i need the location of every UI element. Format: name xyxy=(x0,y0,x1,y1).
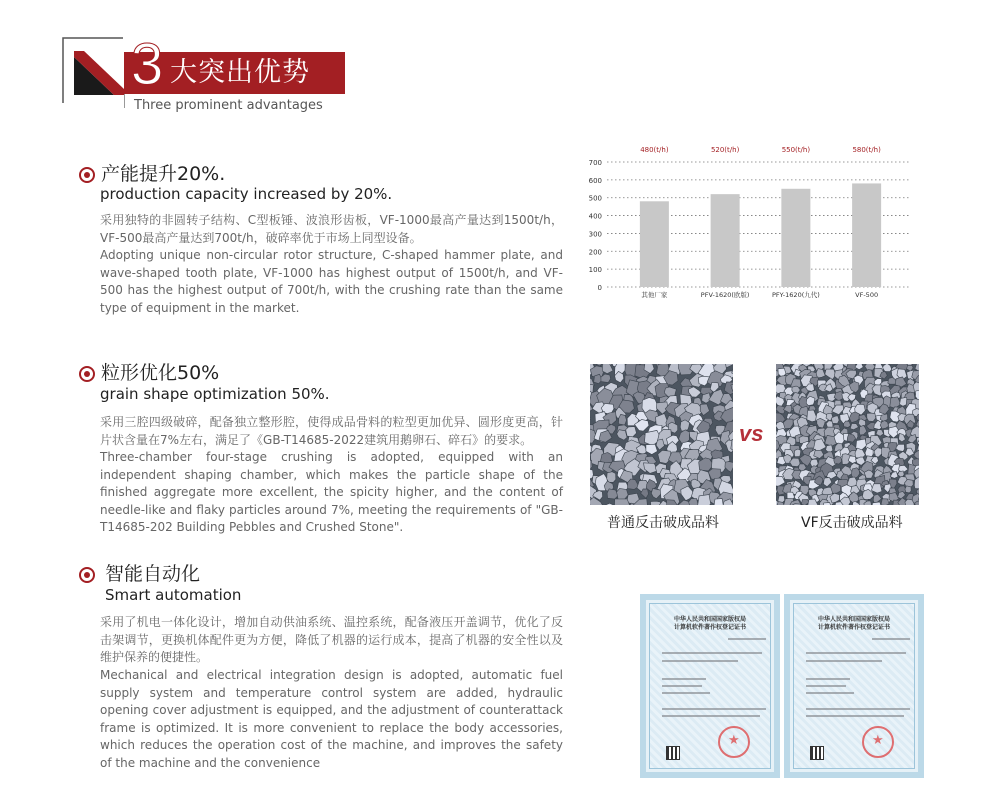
chart-y-tick-label: 500 xyxy=(588,194,602,203)
chart-data-label: 580(t/h) xyxy=(852,146,881,154)
certificate-1-seal-icon xyxy=(718,726,750,758)
section-1-text-cn: 采用独特的非圆转子结构、C型板锤、波浪形齿板，VF-1000最高产量达到1500t/h，VF-500最高产量达到700t/h，破碎率优于市场上同型设备。 xyxy=(100,213,563,245)
section-2-title-en: grain shape optimization 50%. xyxy=(100,385,330,403)
chart-y-tick-label: 700 xyxy=(588,159,602,167)
chart-category-label: PFY-1620(九代) xyxy=(771,291,820,299)
section-2-bullet-icon xyxy=(79,366,95,382)
header-logo xyxy=(62,37,124,103)
section-2-text-en: Three-chamber four-stage crushing is adopted, equipped with an independent shaping chamber, which makes the particle shape of the finished aggregate more excellent, the spicity higher, and the content of needle-like and flaky particles around 7%, meeting the requirements of "GB-T14685-202 Building Pebbles and Crushed Stone". xyxy=(100,450,563,534)
chart-data-label: 550(t/h) xyxy=(781,146,811,154)
chart-bar xyxy=(781,189,810,287)
vf-aggregate-caption: VF反击破成品料 xyxy=(801,515,903,531)
chart-data-label: 520(t/h) xyxy=(710,146,740,154)
section-1-bullet-icon xyxy=(79,167,95,183)
certificate-2-line1: 中华人民共和国国家版权局 xyxy=(817,616,890,623)
copyright-certificate-1 xyxy=(640,594,780,778)
vf-aggregate-image xyxy=(776,364,919,505)
ordinary-aggregate-image xyxy=(590,364,733,505)
ordinary-aggregate-caption: 普通反击破成品料 xyxy=(607,515,719,531)
chart-y-tick-label: 100 xyxy=(588,266,602,275)
chart-y-tick-label: 600 xyxy=(588,176,602,185)
header-divider xyxy=(124,94,125,108)
chart-bar xyxy=(852,183,881,287)
section-3-bullet-icon xyxy=(79,567,95,583)
certificate-1-qr-icon xyxy=(666,746,680,760)
certificate-2-qr-icon xyxy=(810,746,824,760)
capacity-chart xyxy=(585,140,915,310)
section-2-title: 粒形优化50% xyxy=(101,362,220,384)
chart-category-label: VF-500 xyxy=(855,291,879,299)
section-1-title-en: production capacity increased by 20%. xyxy=(100,185,393,203)
certificate-2-line2: 计算机软件著作权登记证书 xyxy=(817,624,890,631)
chart-y-tick-label: 300 xyxy=(588,230,602,239)
section-3-text-cn: 采用了机电一体化设计，增加自动供油系统、温控系统，配备液压开盖调节，优化了反击架调节，更换机体配件更为方便，降低了机器的运行成本，提高了机器的安全性以及维护保养的便捷性。 xyxy=(100,615,563,664)
section-3-text-en: Mechanical and electrical integration design is adopted, automatic fuel supply system and temperature control system are added, hydraulic opening cover adjustment is equipped, and the adjustment of counterattack frame is optimized. It is more convenient to replace the body accessories, which reduces the operation cost of the machine, and improves the safety of the machine and the convenience xyxy=(100,668,563,770)
section-2-text-cn: 采用三腔四级破碎，配备独立整形腔，使得成品骨料的粒型更加优异、圆形度更高，针片状含量在7%左右，满足了《GB-T14685-2022建筑用鹅卵石、碎石》的要求。 xyxy=(100,415,563,447)
vs-label: vs xyxy=(739,421,764,446)
certificate-2-seal-icon xyxy=(862,726,894,758)
chart-category-label: 其他厂家 xyxy=(641,291,668,299)
copyright-certificate-2 xyxy=(784,594,924,778)
chart-y-tick-label: 0 xyxy=(597,284,602,292)
section-1-text-en: Adopting unique non-circular rotor structure, C-shaped hammer plate, and wave-shaped tooth plate, VF-1000 has highest output of 1500t/h, and VF-500 has the highest output of 700t/h, with the crushing rate than the same type of equipment in the market. xyxy=(100,248,563,315)
chart-bar xyxy=(711,194,740,287)
certificate-1-line2: 计算机软件著作权登记证书 xyxy=(673,624,746,631)
section-3-title-en: Smart automation xyxy=(105,586,242,604)
chart-data-label: 480(t/h) xyxy=(640,146,669,154)
chart-category-label: PFV-1620(欧版) xyxy=(700,291,750,299)
chart-bar xyxy=(640,201,669,287)
header-number: 3 xyxy=(131,32,164,97)
header-title: 大突出优势 xyxy=(170,57,310,88)
certificate-1-line1: 中华人民共和国国家版权局 xyxy=(673,616,746,623)
section-3-title: 智能自动化 xyxy=(105,563,201,585)
chart-y-tick-label: 400 xyxy=(588,212,602,221)
header-subtitle: Three prominent advantages xyxy=(134,98,323,113)
chart-y-tick-label: 200 xyxy=(588,248,602,257)
section-1-title: 产能提升20%. xyxy=(101,163,226,185)
capacity-chart-svg xyxy=(585,140,915,310)
